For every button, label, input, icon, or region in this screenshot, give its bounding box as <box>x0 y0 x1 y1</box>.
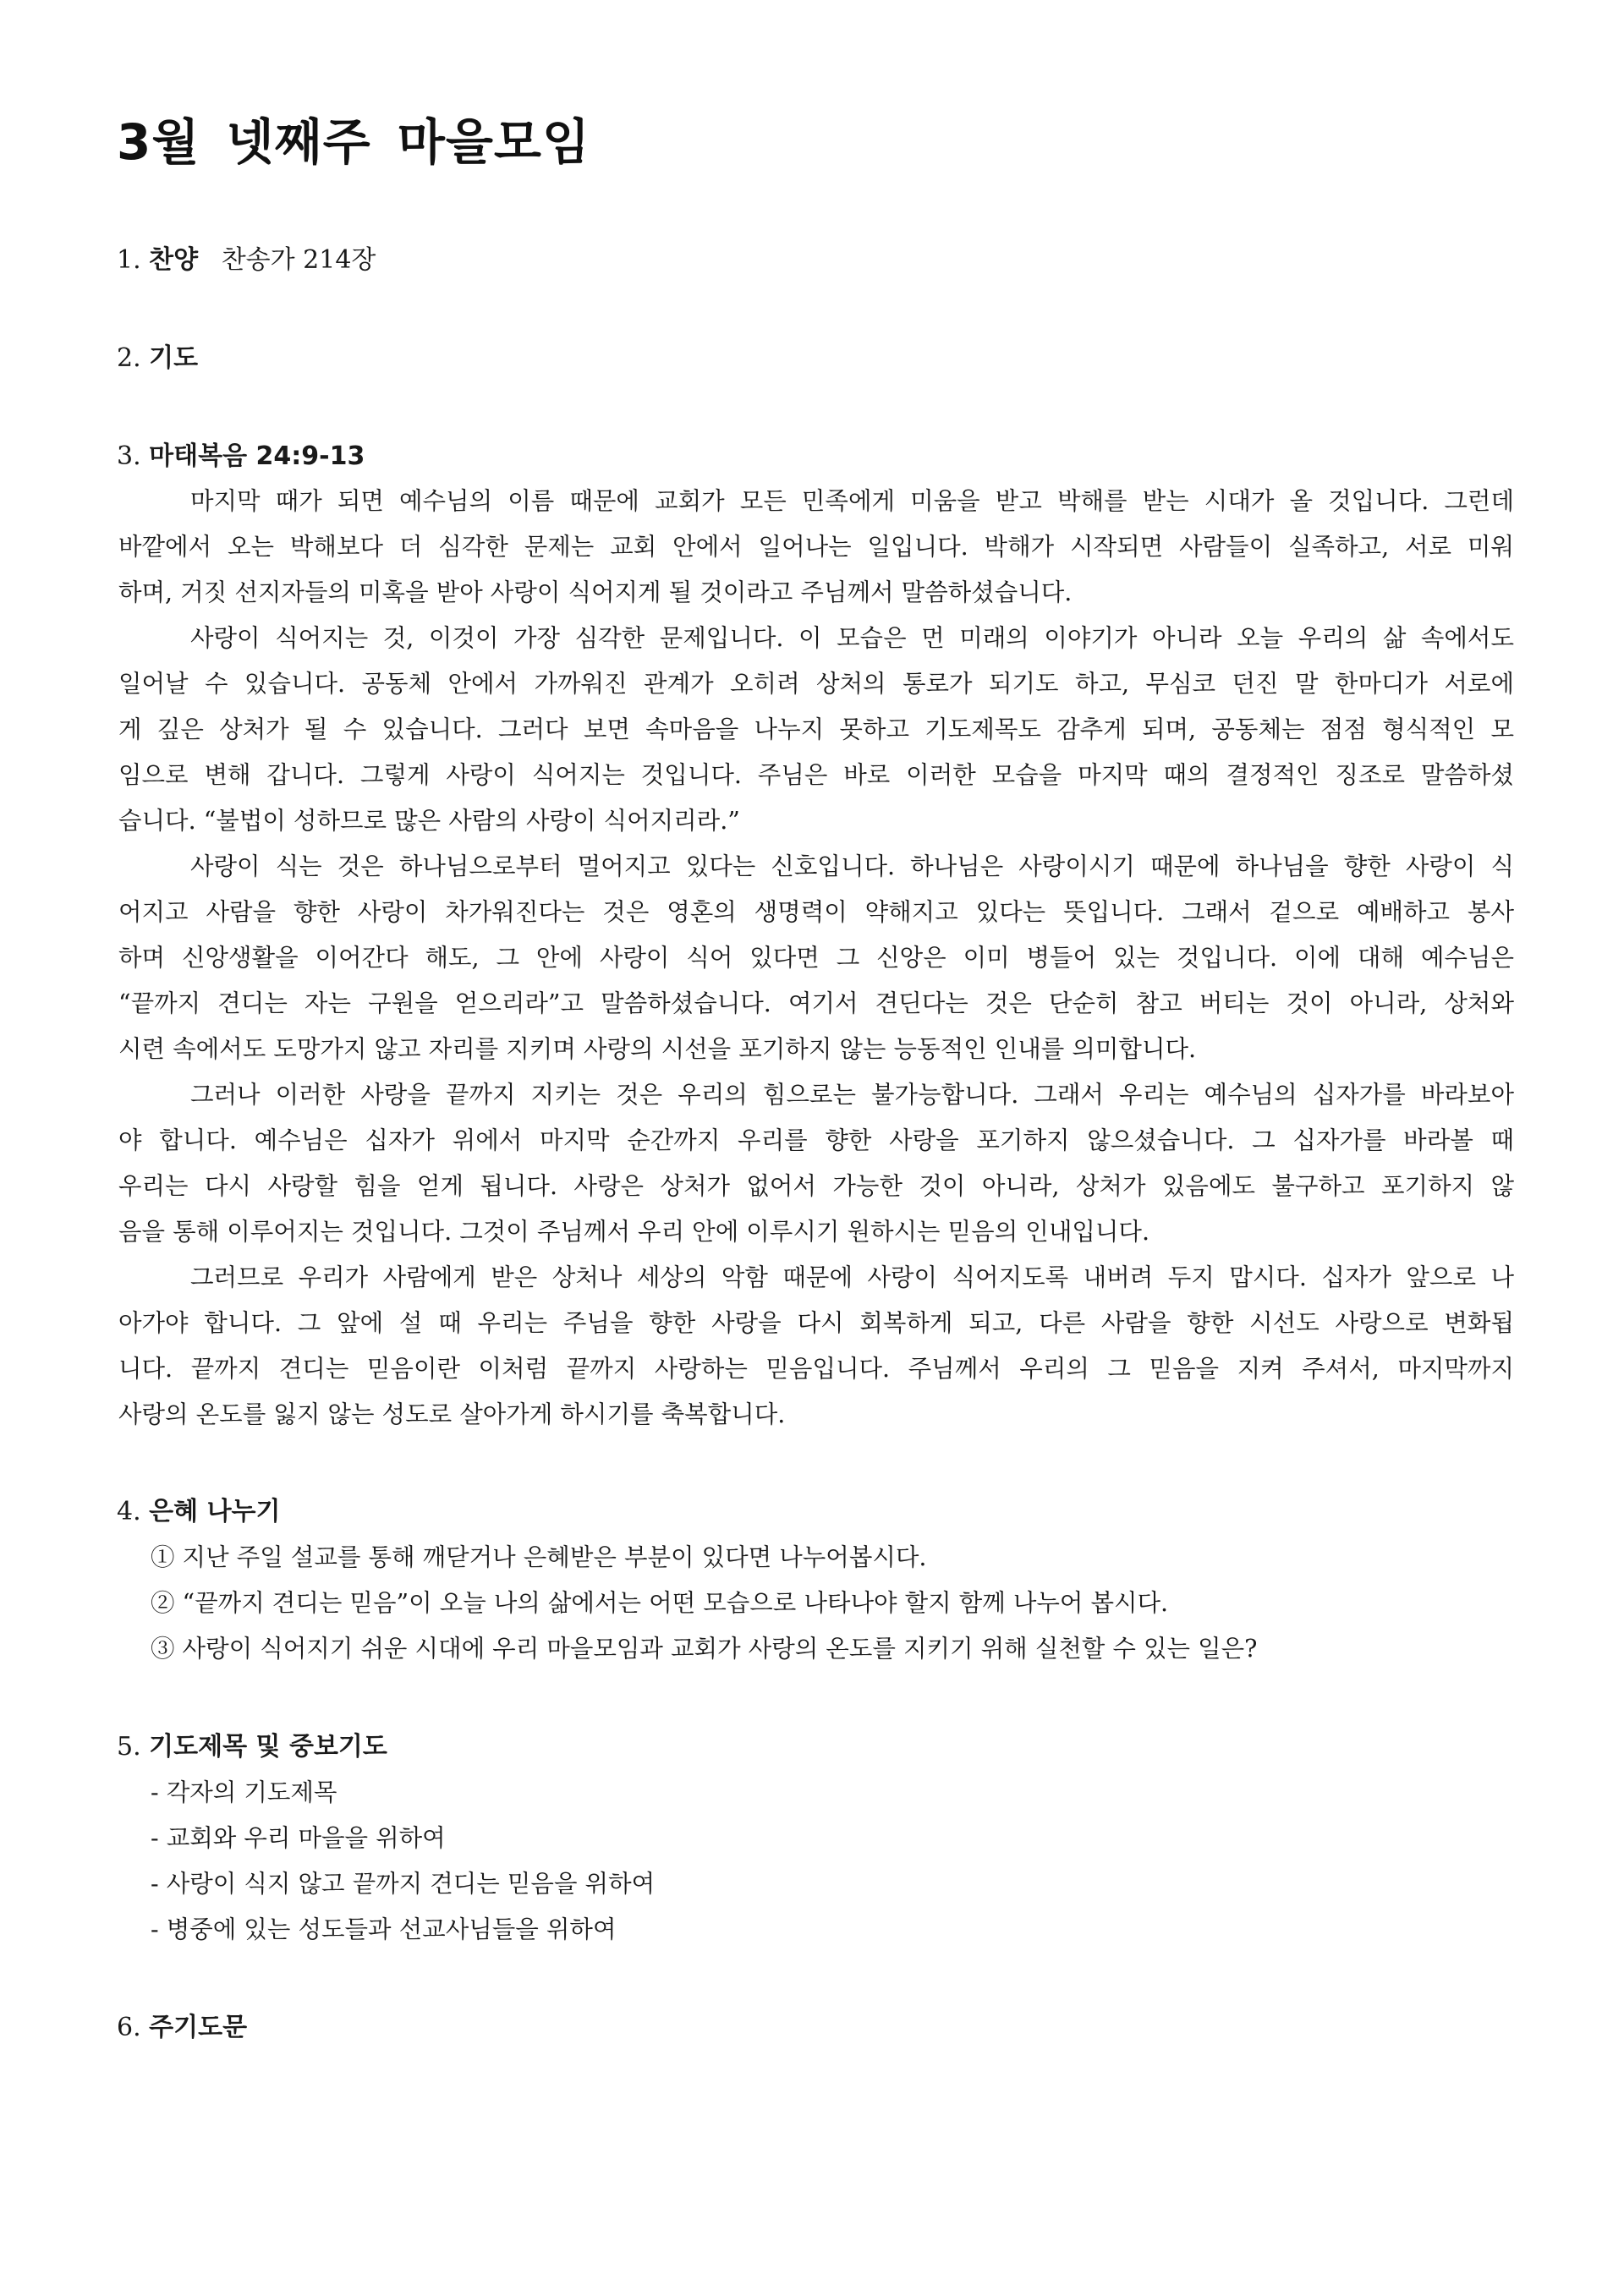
sermon-line: 바깥에서 오는 박해보다 더 심각한 문제는 교회 안에서 일어나는 일입니다. 박해가 시작되면 사람들이 실족하고, 서로 미워 <box>118 533 1514 561</box>
sermon-line: 임으로 변해 갑니다. 그렇게 사랑이 식어지는 것입니다. 주님은 바로 이러한 모습을 마지막 때의 결정적인 징조로 말씀하셨 <box>118 761 1514 789</box>
section-number: 3. <box>117 441 141 471</box>
sermon-line: 그러므로 우리가 사람에게 받은 상처나 세상의 악함 때문에 사랑이 식어지도록 내버려 두지 맙시다. 십자가 앞으로 나 <box>190 1263 1514 1291</box>
prayer-item: - 병중에 있는 성도들과 선교사님들을 위하여 <box>151 1915 617 1943</box>
prayer-item: - 각자의 기도제목 <box>151 1778 337 1806</box>
sermon-line: 음을 통해 이루어지는 것입니다. 그것이 주님께서 우리 안에 이루시기 원하시는 믿음의 인내입니다. <box>118 1218 1150 1246</box>
section-name: 기도 <box>149 343 199 373</box>
sermon-line: 게 깊은 상처가 될 수 있습니다. 그러다 보면 속마음을 나누지 못하고 기도제목도 감추게 되며, 공동체는 점점 형식적인 모 <box>118 715 1514 743</box>
section-number: 1. <box>117 245 141 275</box>
sermon-line: 시련 속에서도 도망가지 않고 자리를 지키며 사랑의 시선을 포기하지 않는 능동적인 인내를 의미합니다. <box>118 1035 1197 1063</box>
section-number: 4. <box>117 1497 141 1526</box>
discussion-question: ① 지난 주일 설교를 통해 깨닫거나 은혜받은 부분이 있다면 나누어봅시다. <box>151 1543 927 1571</box>
sermon-line: 하며, 거짓 선지자들의 미혹을 받아 사랑이 식어지게 될 것이라고 주님께서 말씀하셨습니다. <box>118 578 1073 606</box>
sermon-line: 하며 신앙생활을 이어간다 해도, 그 안에 사랑이 식어 있다면 그 신앙은 이미 병들어 있는 것입니다. 이에 대해 예수님은 <box>118 944 1514 972</box>
section-5-heading <box>117 1730 387 1764</box>
sermon-line: 습니다. “불법이 성하므로 많은 사람의 사랑이 식어지리라.” <box>118 807 740 835</box>
section-name: 마태복음 24:9-13 <box>149 441 365 471</box>
sermon-line: 일어날 수 있습니다. 공동체 안에서 가까워진 관계가 오히려 상처의 통로가 되기도 하고, 무심코 던진 말 한마디가 서로에 <box>118 670 1514 698</box>
sermon-line: 그러나 이러한 사랑을 끝까지 지키는 것은 우리의 힘으로는 불가능합니다. 그래서 우리는 예수님의 십자가를 바라보아 <box>190 1081 1514 1109</box>
sermon-line: 어지고 사람을 향한 사랑이 차가워진다는 것은 영혼의 생명력이 약해지고 있다는 뜻입니다. 그래서 겉으로 예배하고 봉사 <box>118 898 1514 926</box>
section-name: 은혜 나누기 <box>149 1497 281 1526</box>
sermon-line: 니다. 끝까지 견디는 믿음이란 이처럼 끝까지 사랑하는 믿음입니다. 주님께서 우리의 그 믿음을 지켜 주셔서, 마지막까지 <box>118 1355 1514 1383</box>
page-title: 3월 넷째주 마을모임 <box>117 113 590 171</box>
sermon-line: “끝까지 견디는 자는 구원을 얻으리라”고 말씀하셨습니다. 여기서 견딘다는 것은 단순히 참고 버티는 것이 아니라, 상처와 <box>118 989 1514 1017</box>
prayer-item: - 교회와 우리 마을을 위하여 <box>151 1824 446 1852</box>
section-number: 6. <box>117 2013 141 2042</box>
section-6-heading <box>117 2011 247 2045</box>
discussion-question: ③ 사랑이 식어지기 쉬운 시대에 우리 마을모임과 교회가 사랑의 온도를 지키기 위해 실천할 수 있는 일은? <box>151 1635 1258 1663</box>
section-4-heading <box>117 1495 281 1529</box>
section-number: 2. <box>117 343 141 373</box>
prayer-item: - 사랑이 식지 않고 끝까지 견디는 믿음을 위하여 <box>151 1870 656 1898</box>
sermon-line: 야 합니다. 예수님은 십자가 위에서 마지막 순간까지 우리를 향한 사랑을 포기하지 않으셨습니다. 그 십자가를 바라볼 때 <box>118 1126 1514 1154</box>
section-3-heading <box>117 440 365 474</box>
section-name: 기도제목 및 중보기도 <box>149 1732 387 1762</box>
section-name: 찬양 <box>149 245 199 275</box>
sermon-line: 사랑이 식는 것은 하나님으로부터 멀어지고 있다는 신호입니다. 하나님은 사랑이시기 때문에 하나님을 향한 사랑이 식 <box>190 852 1514 880</box>
sermon-line: 우리는 다시 사랑할 힘을 얻게 됩니다. 사랑은 상처가 없어서 가능한 것이 아니라, 상처가 있음에도 불구하고 포기하지 않 <box>118 1172 1514 1200</box>
sermon-line: 마지막 때가 되면 예수님의 이름 때문에 교회가 모든 민족에게 미움을 받고 박해를 받는 시대가 올 것입니다. 그런데 <box>190 487 1514 515</box>
section-name: 주기도문 <box>149 2013 248 2042</box>
sermon-line: 사랑의 온도를 잃지 않는 성도로 살아가게 하시기를 축복합니다. <box>118 1400 786 1428</box>
section-1-heading <box>117 244 376 277</box>
sermon-line: 사랑이 식어지는 것, 이것이 가장 심각한 문제입니다. 이 모습은 먼 미래의 이야기가 아니라 오늘 우리의 삶 속에서도 <box>190 624 1514 652</box>
section-number: 5. <box>117 1732 141 1762</box>
sermon-line: 아가야 합니다. 그 앞에 설 때 우리는 주님을 향한 사랑을 다시 회복하게 되고, 다른 사람을 향한 시선도 사랑으로 변화됩 <box>118 1309 1514 1337</box>
section-2-heading <box>117 342 198 375</box>
hymn-number: 찬송가 214장 <box>221 245 376 275</box>
discussion-question: ② “끝까지 견디는 믿음”이 오늘 나의 삶에서는 어떤 모습으로 나타나야 할지 함께 나누어 봅시다. <box>151 1589 1169 1617</box>
